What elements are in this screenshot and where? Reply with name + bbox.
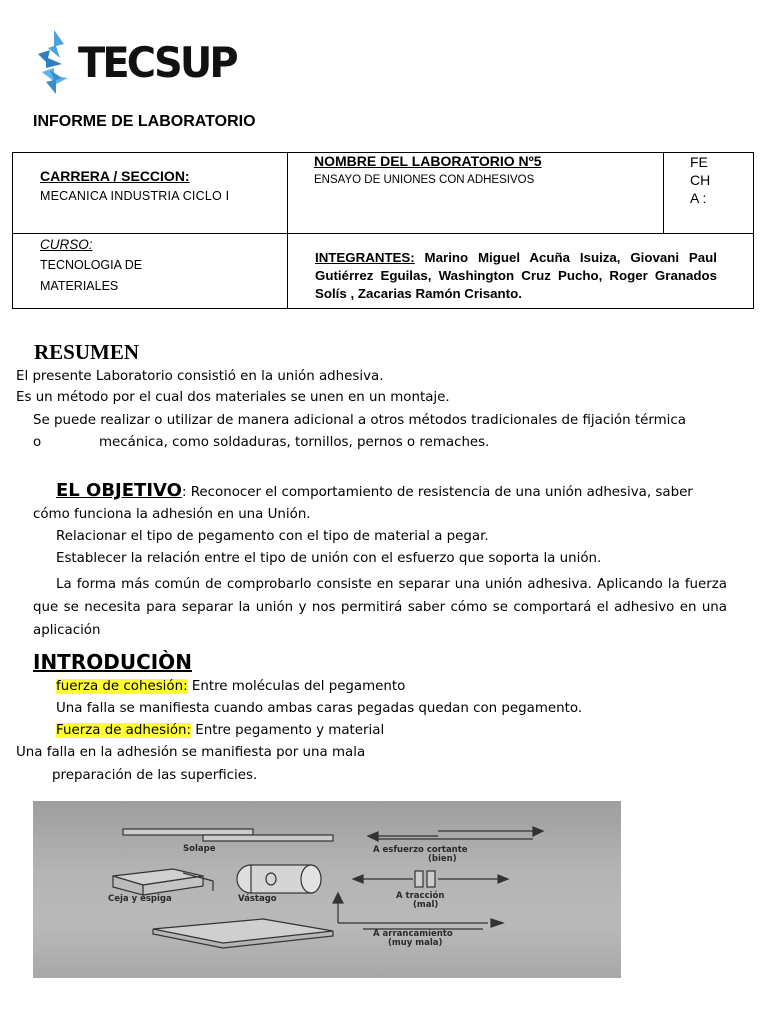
adhesion-fail-line-1: Una falla en la adhesión se manifiesta por una mala xyxy=(16,745,366,760)
integrantes-block xyxy=(315,249,717,303)
lab-label: NOMBRE DEL LABORATORIO Nº5 xyxy=(314,153,542,169)
solape-label: Solape xyxy=(183,844,216,854)
resumen-line-1: El presente Laboratorio consistió en la unión adhesiva. xyxy=(16,369,384,384)
integrantes-value: Marino Miguel Acuña Isuiza, Giovani Paul Gutiérrez Eguilas, Washington Cruz Pucho, Roger Granados Solís , Zacarias Ramón Crisanto. xyxy=(315,250,717,301)
objetivo-line-4: Establecer la relación entre el tipo de unión con el esfuerzo que soporta la unión. xyxy=(56,551,602,566)
resumen-line-4a: o xyxy=(33,435,42,450)
lab-cell xyxy=(288,153,664,234)
traccion-label-2: (mal) xyxy=(413,900,439,910)
carrera-value: MECANICA INDUSTRIA CICLO I xyxy=(40,189,230,203)
objetivo-intro: : Reconocer el comportamiento de resistencia de una unión adhesiva, saber xyxy=(181,485,693,500)
arranc-label-2: (muy mala) xyxy=(388,938,443,948)
resumen-line-4b: mecánica, como soldaduras, tornillos, pernos o remaches. xyxy=(99,435,490,450)
adhesion-fail-line-2: preparación de las superficies. xyxy=(52,768,258,783)
curso-line-1: TECNOLOGIA DE xyxy=(40,258,143,272)
introduccion-heading: INTRODUCIÒN xyxy=(33,650,192,674)
cohesion-text: Entre moléculas del pegamento xyxy=(187,679,406,694)
carrera-cell xyxy=(13,153,288,234)
fecha-line-3: A : xyxy=(690,190,707,206)
traccion-label-1: A tracción xyxy=(396,891,445,901)
integrantes-label: INTEGRANTES: xyxy=(315,250,415,265)
objetivo-first-line xyxy=(56,480,693,501)
integrantes-cell xyxy=(288,234,754,309)
arranc-label-1: A arrancamiento xyxy=(373,929,453,939)
cohesion-fail-line: Una falla se manifiesta cuando ambas caras pegadas quedan con pegamento. xyxy=(56,701,583,716)
fecha-line-1: FE xyxy=(690,154,708,170)
adhesion-line xyxy=(56,723,384,738)
tecsup-logo xyxy=(34,28,236,98)
fecha-cell xyxy=(664,153,754,234)
objetivo-paragraph: La forma más común de comprobarlo consiste en separar una unión adhesiva. Aplicando la fuerza que se necesita para separar la unión y nos permitirá saber cómo se comportará el adhesivo en una aplicación xyxy=(33,577,727,638)
adhesion-text: Entre pegamento y material xyxy=(191,723,385,738)
resumen-heading: RESUMEN xyxy=(34,340,140,364)
cohesion-label: fuerza de cohesión: xyxy=(56,679,188,694)
objetivo-heading: EL OBJETIVO xyxy=(56,480,182,501)
report-title: INFORME DE LABORATORIO xyxy=(33,113,256,130)
resumen-line-2: Es un método por el cual dos materiales se unen en un montaje. xyxy=(16,390,450,405)
curso-cell xyxy=(13,234,288,309)
resumen-line-3: Se puede realizar o utilizar de manera adicional a otros métodos tradicionales de fijación térmica xyxy=(33,413,686,428)
header-table xyxy=(12,152,754,309)
cortante-label-2: (bien) xyxy=(428,854,457,864)
objetivo-line-2: cómo funciona la adhesión en una Unión. xyxy=(33,507,311,522)
curso-label: CURSO: xyxy=(40,237,93,252)
curso-line-2: MATERIALES xyxy=(40,279,119,293)
cortante-label-1: A esfuerzo cortante xyxy=(373,845,468,855)
vastago-label: Vástago xyxy=(238,894,277,904)
ceja-label: Ceja y espiga xyxy=(108,894,172,904)
objetivo-line-3: Relacionar el tipo de pegamento con el tipo de material a pegar. xyxy=(56,529,489,544)
lab-value: ENSAYO DE UNIONES CON ADHESIVOS xyxy=(314,174,535,186)
tecsup-emblem-icon xyxy=(34,28,78,98)
adhesion-label: Fuerza de adhesión: xyxy=(56,723,192,738)
cohesion-line xyxy=(56,679,405,694)
logo-text: TECSUP xyxy=(78,38,236,87)
joint-types-figure xyxy=(33,801,621,978)
carrera-label: CARRERA / SECCION: xyxy=(40,168,190,184)
joint-diagrams-icon xyxy=(33,801,621,978)
fecha-line-2: CH xyxy=(690,172,711,188)
